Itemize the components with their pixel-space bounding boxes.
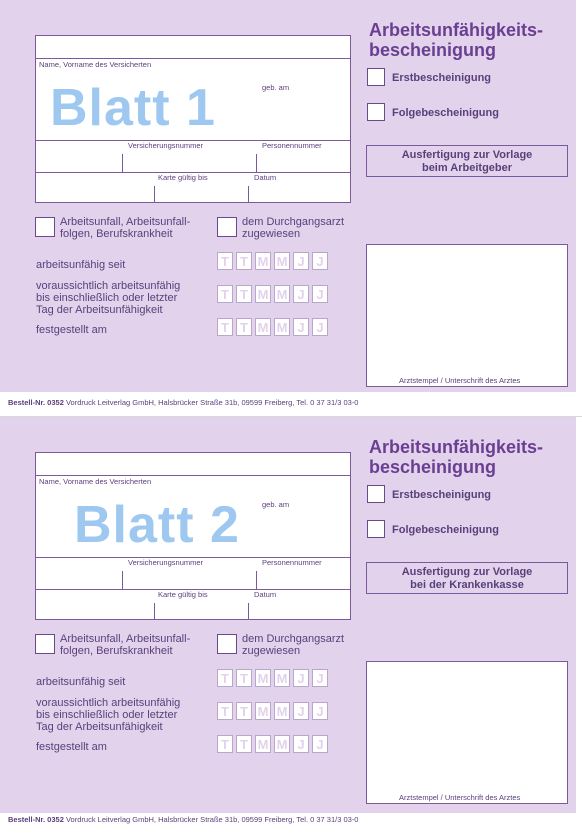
date-digit[interactable]: M	[274, 735, 290, 753]
name-label: Name, Vorname des Versicherten	[39, 477, 152, 486]
work-accident-label: Arbeitsunfall, Arbeitsunfall- folgen, Berufskrankheit	[60, 216, 191, 240]
birthdate-label: geb. am	[262, 500, 290, 509]
publisher-info: Vordruck Leitverlag GmbH, Halsbrücker Straße 31b, 09599 Freiberg, Tel. 0 37 31/3 03-0	[65, 815, 359, 824]
date-digit[interactable]: T	[236, 735, 252, 753]
order-footer	[8, 398, 358, 407]
date-label: Datum	[254, 590, 277, 599]
sheet-number-watermark: Blatt 2	[74, 496, 240, 554]
card-valid-label: Karte gültig bis	[158, 590, 208, 599]
date-digit[interactable]: J	[293, 252, 309, 270]
transit-doctor-label: dem Durchgangsarzt zugewiesen	[242, 216, 345, 240]
date-digit[interactable]: T	[236, 252, 252, 270]
date-digit[interactable]: M	[255, 252, 271, 270]
transit-doctor-checkbox[interactable]	[217, 217, 237, 237]
expected-until-label: voraussichtlich arbeitsunfähig bis einschließlich oder letzter Tag der Arbeitsunfähigkeit	[36, 280, 181, 316]
date-digit[interactable]: T	[236, 285, 252, 303]
date-digit[interactable]: T	[217, 702, 233, 720]
date-digit[interactable]: T	[217, 735, 233, 753]
incapacity-since-date[interactable]	[217, 669, 331, 687]
date-digit[interactable]: M	[255, 669, 271, 687]
incapacity-since-label: arbeitsunfähig seit	[36, 676, 126, 688]
first-certificate-checkbox[interactable]	[367, 68, 385, 86]
order-number: Bestell-Nr. 0352	[8, 398, 64, 407]
name-input-area[interactable]	[36, 36, 350, 58]
first-certificate-checkbox[interactable]	[367, 485, 385, 503]
work-accident-checkbox[interactable]	[35, 217, 55, 237]
date-digit[interactable]: J	[293, 702, 309, 720]
date-digit[interactable]: J	[293, 285, 309, 303]
form-title: Arbeitsunfähigkeits- bescheinigung	[369, 437, 544, 477]
doctor-stamp-label: Arztstempel / Unterschrift des Arztes	[399, 793, 521, 802]
date-digit[interactable]: M	[255, 702, 271, 720]
date-digit[interactable]: M	[255, 318, 271, 336]
follow-up-certificate-checkbox[interactable]	[367, 103, 385, 121]
date-digit[interactable]: J	[312, 318, 328, 336]
date-digit[interactable]: M	[274, 669, 290, 687]
date-digit[interactable]: J	[312, 702, 328, 720]
date-digit[interactable]: T	[236, 318, 252, 336]
first-certificate-label: Erstbescheinigung	[392, 489, 492, 501]
date-digit[interactable]: T	[236, 702, 252, 720]
date-digit[interactable]: J	[293, 669, 309, 687]
form-title: Arbeitsunfähigkeits- bescheinigung	[369, 20, 544, 60]
card-valid-label: Karte gültig bis	[158, 173, 208, 182]
expected-until-date[interactable]	[217, 702, 331, 720]
date-digit[interactable]: M	[274, 252, 290, 270]
determined-on-label: festgestellt am	[36, 741, 107, 753]
date-digit[interactable]: M	[255, 285, 271, 303]
transit-doctor-label: dem Durchgangsarzt zugewiesen	[242, 633, 345, 657]
determined-on-date[interactable]	[217, 735, 331, 753]
date-digit[interactable]: T	[236, 669, 252, 687]
work-accident-label: Arbeitsunfall, Arbeitsunfall- folgen, Berufskrankheit	[60, 633, 191, 657]
doctor-stamp-label: Arztstempel / Unterschrift des Arztes	[399, 376, 521, 385]
follow-up-certificate-checkbox[interactable]	[367, 520, 385, 538]
form-sheet-2	[0, 417, 582, 833]
date-digit[interactable]: M	[274, 318, 290, 336]
incapacity-since-date[interactable]	[217, 252, 331, 270]
patient-data-box	[35, 35, 351, 203]
date-digit[interactable]: T	[217, 285, 233, 303]
date-digit[interactable]: J	[312, 285, 328, 303]
follow-up-certificate-label: Folgebescheinigung	[392, 107, 499, 119]
name-label: Name, Vorname des Versicherten	[39, 60, 152, 69]
date-digit[interactable]: T	[217, 669, 233, 687]
determined-on-date[interactable]	[217, 318, 331, 336]
insurance-number-label: Versicherungsnummer	[128, 558, 204, 567]
date-digit[interactable]: M	[255, 735, 271, 753]
doctor-stamp-box[interactable]	[366, 244, 568, 387]
insurance-number-label: Versicherungsnummer	[128, 141, 204, 150]
order-number: Bestell-Nr. 0352	[8, 815, 64, 824]
date-digit[interactable]: J	[312, 252, 328, 270]
expected-until-date[interactable]	[217, 285, 331, 303]
form-sheet-1	[0, 0, 582, 416]
date-label: Datum	[254, 173, 277, 182]
date-digit[interactable]: J	[293, 735, 309, 753]
work-accident-checkbox[interactable]	[35, 634, 55, 654]
sheet-number-watermark: Blatt 1	[50, 79, 216, 137]
date-digit[interactable]: T	[217, 318, 233, 336]
order-footer	[8, 815, 358, 824]
first-certificate-label: Erstbescheinigung	[392, 72, 492, 84]
person-number-label: Personennummer	[262, 558, 322, 567]
doctor-stamp-box[interactable]	[366, 661, 568, 804]
date-digit[interactable]: J	[312, 735, 328, 753]
patient-data-box	[35, 452, 351, 620]
determined-on-label: festgestellt am	[36, 324, 107, 336]
incapacity-since-label: arbeitsunfähig seit	[36, 259, 126, 271]
date-digit[interactable]: T	[217, 252, 233, 270]
date-digit[interactable]: J	[312, 669, 328, 687]
publisher-info: Vordruck Leitverlag GmbH, Halsbrücker Straße 31b, 09599 Freiberg, Tel. 0 37 31/3 03-0	[65, 398, 359, 407]
birthdate-label: geb. am	[262, 83, 290, 92]
name-input-area[interactable]	[36, 453, 350, 475]
follow-up-certificate-label: Folgebescheinigung	[392, 524, 499, 536]
date-digit[interactable]: J	[293, 318, 309, 336]
date-digit[interactable]: M	[274, 702, 290, 720]
expected-until-label: voraussichtlich arbeitsunfähig bis einschließlich oder letzter Tag der Arbeitsunfähigkeit	[36, 697, 181, 733]
date-digit[interactable]: M	[274, 285, 290, 303]
copy-recipient-box: Ausfertigung zur Vorlage bei der Krankenkasse	[366, 562, 568, 594]
transit-doctor-checkbox[interactable]	[217, 634, 237, 654]
copy-recipient-box: Ausfertigung zur Vorlage beim Arbeitgeber	[366, 145, 568, 177]
person-number-label: Personennummer	[262, 141, 322, 150]
